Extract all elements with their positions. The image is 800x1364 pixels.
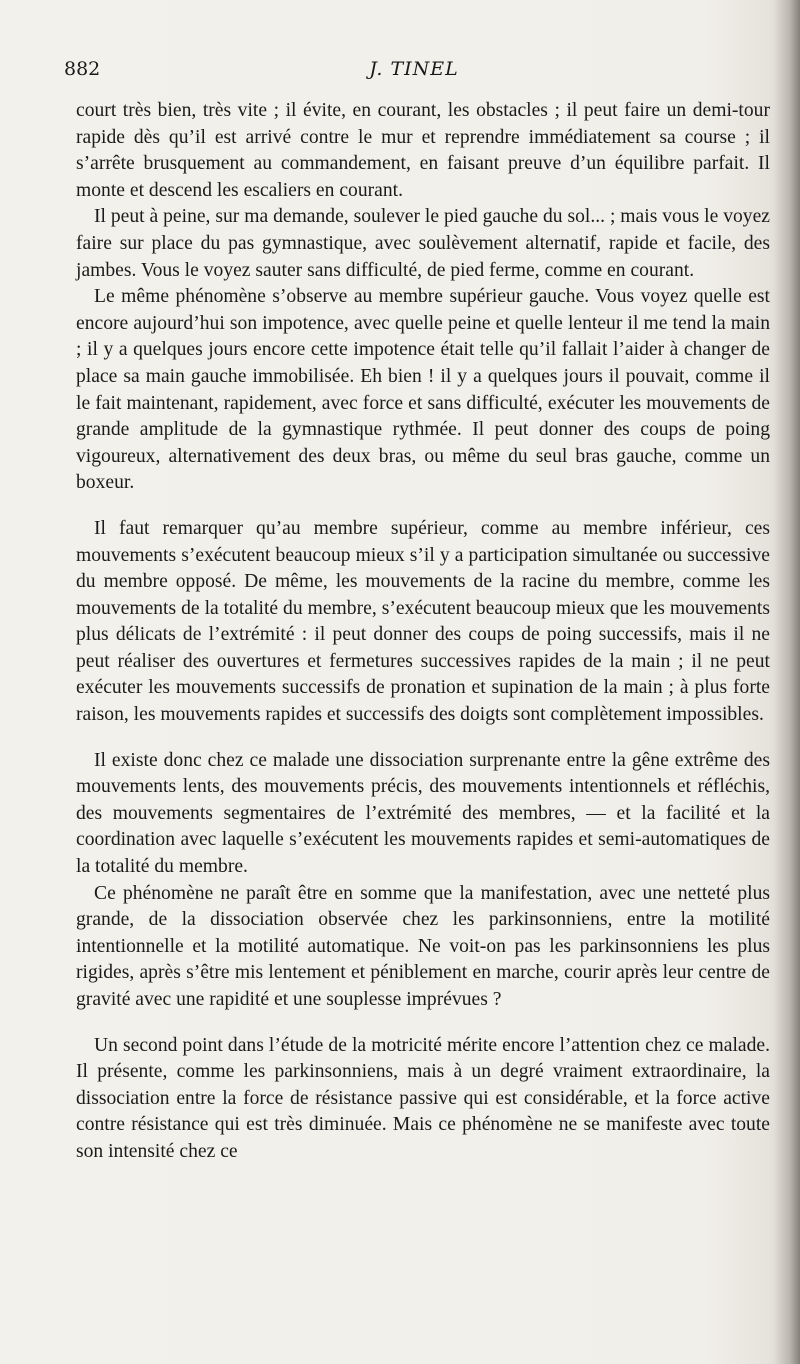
paragraph-7: Un second point dans l’étude de la motricité mérite encore l’attention chez ce malade. Il présente, comme les parkinsonniens, mais à un degré vraiment extraordinaire, la dissociation entre la force de résistance passive qui est considérable, et la force active contre résistance qui est très diminuée. Mais ce phénomène ne se manifeste avec toute son intensité chez ce [76,1034,770,1162]
page-edge-shadow [774,0,800,1364]
body-text [76,98,770,1166]
paragraph-2: Il peut à peine, sur ma demande, soulever le pied gauche du sol... ; mais vous le voyez faire sur place du pas gymnastique, avec soulèvement alternatif, rapide et facile, des jambes. Vous le voyez sauter sans difficulté, de pied ferme, comme en courant. [76,206,770,281]
page-number: 882 [64,58,101,80]
paragraph-4: Il faut remarquer qu’au membre supérieur, comme au membre inférieur, ces mouvements s’exécutent beaucoup mieux s’il y a participation simultanée ou successive du membre opposé. De même, les mouvements de la racine du membre, comme les mouvements de la totalité du membre, s’exécutent beaucoup mieux que les mouvements plus délicats de l’extrémité : il peut donner des coups de poing successifs, mais il ne peut réaliser des ouvertures et fermetures successives rapides de la main ; il ne peut exécuter les mouvements successifs de pronation et supination de la main ; à plus forte raison, les mouvements rapides et successifs des doigts sont complètement impossibles. [76,517,770,726]
paragraph-1: court très bien, très vite ; il évite, en courant, les obstacles ; il peut faire un demi-tour rapide dès qu’il est arrivé contre le mur et reprendre immédiatement sa course ; il s’arrête brusquement au commandement, en faisant preuve d’un équilibre parfait. Il monte et descend les escaliers en courant. [76,100,770,201]
paragraph-6: Ce phénomène ne paraît être en somme que la manifestation, avec une netteté plus grande, de la dissociation observée chez les parkinsonniens, entre la motilité intentionnelle et la motilité automatique. Ne voit-on pas les parkinsonniens les plus rigides, après s’être mis lentement et péniblement en marche, courir après leur centre de gravité avec une rapidité et une souplesse imprévues ? [76,882,770,1010]
running-head: J. TINEL [369,58,459,80]
paragraph-3: Le même phénomène s’observe au membre supérieur gauche. Vous voyez quelle est encore aujourd’hui son impotence, avec quelle peine et quelle lenteur il me tend la main ; il y a quelques jours encore cette impotence était telle qu’il fallait l’aider à changer de place sa main gauche immobilisée. Eh bien ! il y a quelques jours il pouvait, comme il le fait maintenant, rapidement, avec force et sans difficulté, exécuter les mouvements de grande amplitude de la gymnastique rythmée. Il peut donner des coups de poing vigoureux, alternativement des deux bras, ou même du seul bras gauche, comme un boxeur. [76,286,770,494]
paragraph-5: Il existe donc chez ce malade une dissociation surprenante entre la gêne extrême des mouvements lents, des mouvements précis, des mouvements intentionnels et réfléchis, des mouvements segmentaires de l’extrémité des membres, — et la facilité et la coordination avec laquelle s’exécutent les mouvements rapides et semi-automatiques de la totalité du membre. [76,749,770,878]
page-header [64,58,764,88]
